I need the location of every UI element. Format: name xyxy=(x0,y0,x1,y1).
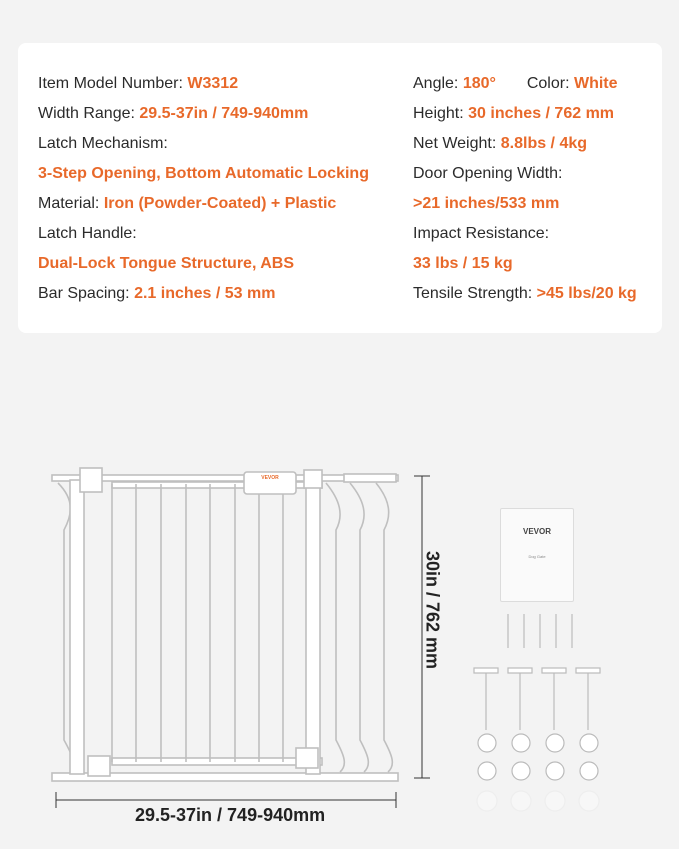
spec-width-range xyxy=(38,103,369,133)
spec-value: >21 inches/533 mm xyxy=(413,195,560,212)
spec-value: 3-Step Opening, Bottom Automatic Locking xyxy=(38,165,369,182)
spec-value: 180° xyxy=(462,75,496,92)
spec-label: Height: xyxy=(413,105,464,122)
spec-label: Angle: xyxy=(413,75,459,92)
spec-label: Latch Handle: xyxy=(38,225,137,242)
spec-net-weight xyxy=(413,133,637,163)
spec-card xyxy=(18,43,662,333)
spec-label: Item Model Number: xyxy=(38,75,183,92)
spec-value: 29.5-37in / 749-940mm xyxy=(139,105,309,122)
spec-column-left xyxy=(38,73,369,313)
spec-value: Dual-Lock Tongue Structure, ABS xyxy=(38,255,295,272)
instruction-bag xyxy=(500,508,574,602)
bag-subtitle: Dog Gate xyxy=(528,554,546,559)
spec-latch-mechanism-value xyxy=(38,163,369,193)
spec-tensile xyxy=(413,283,637,313)
spec-bar-spacing xyxy=(38,283,369,313)
spec-door-opening-value xyxy=(413,193,637,223)
bag-brand-label: VEVOR xyxy=(522,527,551,536)
spec-value: Iron (Powder-Coated) + Plastic xyxy=(103,195,337,212)
spec-door-opening-label xyxy=(413,163,637,193)
spec-value: White xyxy=(573,75,618,92)
spec-value: 2.1 inches / 53 mm xyxy=(134,285,276,302)
spec-label: Color: xyxy=(526,75,570,92)
spec-latch-mechanism-label xyxy=(38,133,369,163)
spec-latch-handle-label xyxy=(38,223,369,253)
spec-label: Door Opening Width: xyxy=(413,165,563,182)
spec-impact-value xyxy=(413,253,637,283)
width-dimension-label: 29.5-37in / 749-940mm xyxy=(135,805,326,825)
spec-value: 30 inches / 762 mm xyxy=(468,105,615,122)
spec-value: W3312 xyxy=(187,75,239,92)
spec-label: Tensile Strength: xyxy=(413,285,533,302)
spec-label: Width Range: xyxy=(38,105,135,122)
spec-value: >45 lbs/20 kg xyxy=(536,285,637,302)
spec-label: Impact Resistance: xyxy=(413,225,550,242)
height-dimension-label: 30in / 762 mm xyxy=(422,550,443,670)
spec-angle-color xyxy=(413,73,637,103)
gate-illustration xyxy=(0,440,679,849)
spec-latch-handle-value xyxy=(38,253,369,283)
spec-label: Net Weight: xyxy=(413,135,497,152)
spec-material xyxy=(38,193,369,223)
spec-value: 8.8lbs / 4kg xyxy=(500,135,588,152)
product-drawing xyxy=(0,440,679,849)
spec-model xyxy=(38,73,369,103)
spec-label: Latch Mechanism: xyxy=(38,135,168,152)
spec-height xyxy=(413,103,637,133)
spec-label: Material: xyxy=(38,195,100,212)
spec-label: Bar Spacing: xyxy=(38,285,130,302)
spec-value: 33 lbs / 15 kg xyxy=(413,255,513,272)
spec-column-right xyxy=(413,73,637,313)
gate-brand-label: VEVOR xyxy=(261,475,279,481)
spec-impact-label xyxy=(413,223,637,253)
